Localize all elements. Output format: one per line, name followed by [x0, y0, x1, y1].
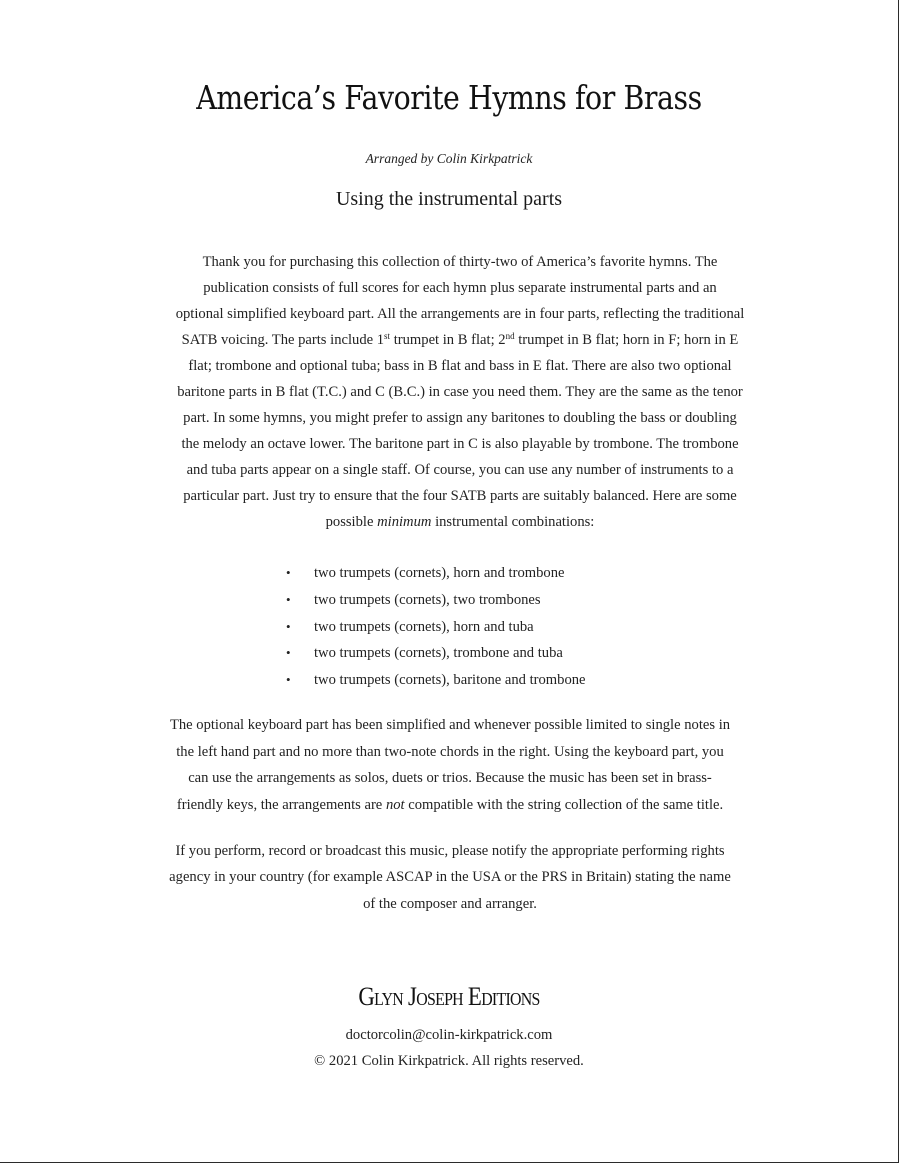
contact-email: doctorcolin@colin-kirkpatrick.com	[345, 1027, 553, 1043]
bullet-icon: •	[286, 645, 291, 661]
copyright-notice: © 2021 Colin Kirkpatrick. All rights reserved.	[314, 1053, 584, 1069]
intro-line: particular part. Just try to ensure that the four SATB parts are suitably balanced. Here are some	[183, 488, 737, 504]
intro-line: the melody an octave lower. The baritone part in C is also playable by trombone. The trombone	[181, 436, 739, 452]
intro-line: and tuba parts appear on a single staff. Of course, you can use any number of instruments to a	[186, 462, 734, 478]
keyboard-paragraph	[90, 712, 810, 818]
ordinal-suffix: nd	[505, 331, 515, 341]
performance-notice-paragraph	[90, 838, 810, 917]
intro-line: optional simplified keyboard part. All the arrangements are in four parts, reflecting the traditional	[175, 306, 745, 322]
keyboard-line: friendly keys, the arrangements are not compatible with the string collection of the same title.	[176, 796, 724, 813]
keyboard-line: can use the arrangements as solos, duets or trios. Because the music has been set in brass-	[188, 770, 712, 787]
instrument-combinations-list	[286, 560, 586, 694]
document-title: America’s Favorite Hymns for Brass	[196, 78, 702, 117]
notice-line: agency in your country (for example ASCAP in the USA or the PRS in Britain) stating the name	[169, 869, 731, 886]
intro-line: baritone parts in B flat (T.C.) and C (B.C.) in case you need them. They are the same as the tenor	[177, 384, 743, 400]
list-item: • two trumpets (cornets), horn and trombone	[286, 560, 586, 587]
intro-paragraph	[100, 249, 820, 535]
bullet-icon: •	[286, 565, 291, 580]
list-item: • two trumpets (cornets), two trombones	[286, 587, 586, 614]
intro-line: flat; trombone and optional tuba; bass in B flat and bass in E flat. There are also two optional	[188, 358, 732, 374]
bullet-icon: •	[286, 672, 291, 688]
notice-line: of the composer and arranger.	[363, 895, 537, 912]
intro-line: part. In some hymns, you might prefer to assign any baritones to doubling the bass or doubling	[183, 410, 737, 426]
intro-line: Thank you for purchasing this collection of thirty-two of America’s favorite hymns. The	[202, 254, 718, 270]
intro-line: publication consists of full scores for each hymn plus separate instrumental parts and an	[203, 280, 717, 296]
ordinal-suffix: st	[384, 331, 391, 341]
section-heading: Using the instrumental parts	[335, 188, 563, 210]
publisher-logo: Glyn Joseph Editions	[358, 982, 540, 1011]
list-item: • two trumpets (cornets), horn and tuba	[286, 614, 586, 641]
list-item: • two trumpets (cornets), baritone and trombone	[286, 667, 586, 694]
emphasis-minimum: minimum	[377, 514, 432, 530]
intro-line: SATB voicing. The parts include 1st trumpet in B flat; 2nd trumpet in B flat; horn in F; horn in E	[181, 331, 739, 348]
list-item: • two trumpets (cornets), trombone and tuba	[286, 640, 586, 667]
keyboard-line: The optional keyboard part has been simplified and whenever possible limited to single notes in	[169, 717, 731, 733]
keyboard-line: the left hand part and no more than two-note chords in the right. Using the keyboard part, you	[176, 743, 724, 760]
bullet-icon: •	[286, 618, 291, 634]
emphasis-not: not	[385, 796, 405, 813]
bullet-icon: •	[286, 591, 291, 607]
notice-line: If you perform, record or broadcast this music, please notify the appropriate performing rights	[175, 843, 725, 859]
intro-line: possible minimum instrumental combinations:	[325, 514, 595, 530]
arranger-byline: Arranged by Colin Kirkpatrick	[365, 151, 533, 166]
